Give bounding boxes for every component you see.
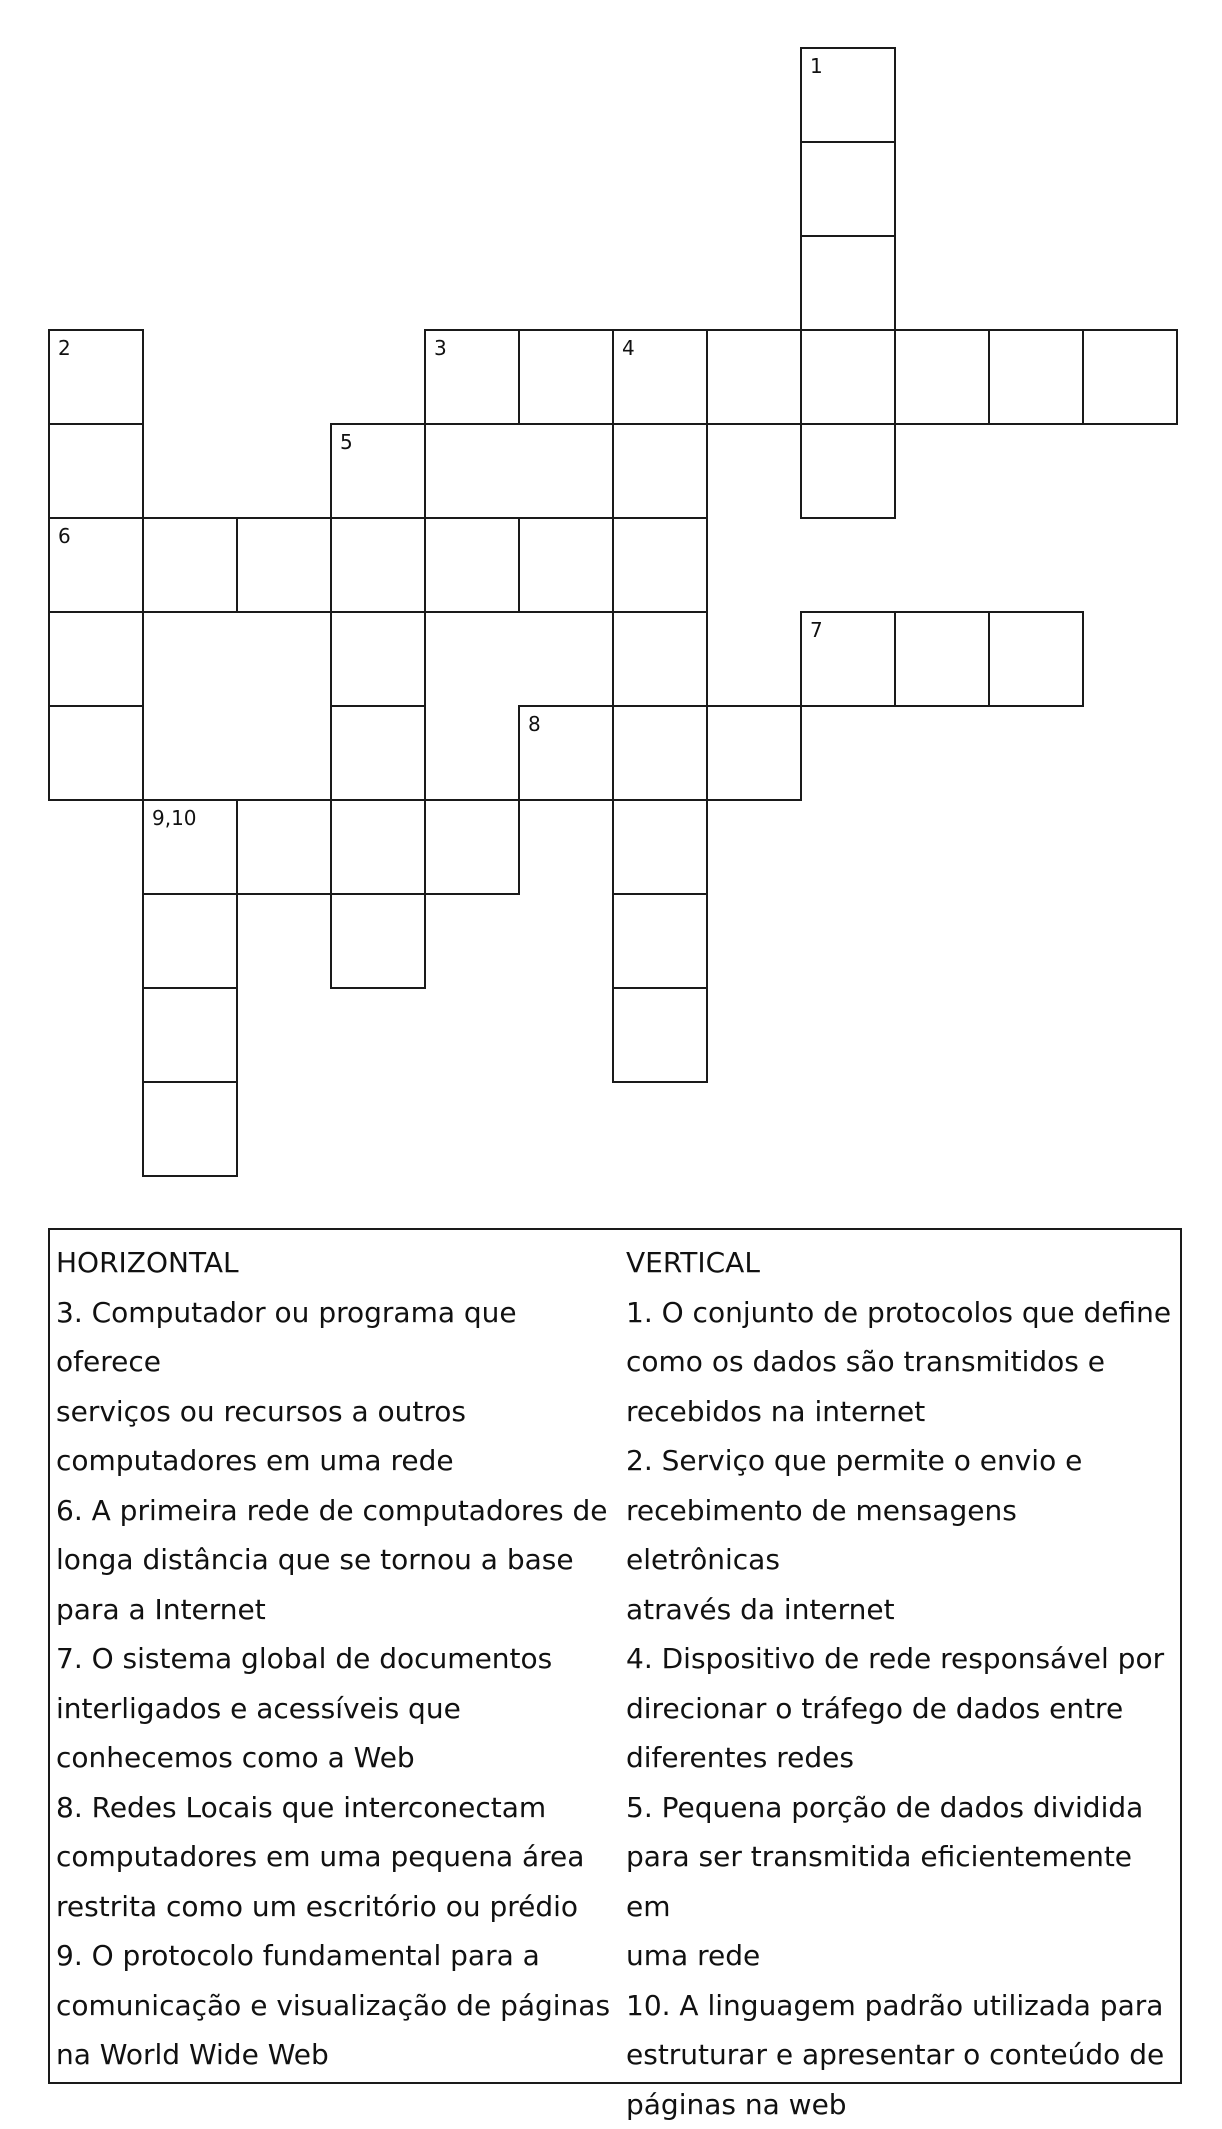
clue-number: 3 (434, 337, 447, 359)
crossword-cell[interactable] (612, 611, 708, 707)
clue-h-8-line-1: 8. Redes Locais que interconectam (56, 1783, 616, 1833)
crossword-cell[interactable] (330, 423, 426, 519)
clue-v-5-line-1: 5. Pequena porção de dados dividida (626, 1783, 1176, 1833)
crossword-cell[interactable] (48, 329, 144, 425)
clue-h-9-line-1: 9. O protocolo fundamental para a (56, 1931, 616, 1981)
crossword-cell[interactable] (894, 329, 990, 425)
crossword-cell[interactable] (424, 329, 520, 425)
crossword-cell[interactable] (894, 611, 990, 707)
crossword-cell[interactable] (424, 517, 520, 613)
crossword-cell[interactable] (800, 423, 896, 519)
crossword-cell[interactable] (518, 329, 614, 425)
crossword-cell[interactable] (612, 799, 708, 895)
crossword-cell[interactable] (612, 893, 708, 989)
crossword-cell[interactable] (612, 329, 708, 425)
crossword-cell[interactable] (612, 705, 708, 801)
clue-number: 2 (58, 337, 71, 359)
crossword-cell[interactable] (800, 329, 896, 425)
clue-h-3-line-3: computadores em uma rede (56, 1436, 616, 1486)
crossword-cell[interactable] (706, 329, 802, 425)
vertical-title: VERTICAL (626, 1238, 1176, 1288)
crossword-cell[interactable] (236, 799, 332, 895)
crossword-cell[interactable] (518, 517, 614, 613)
crossword-cell[interactable] (612, 423, 708, 519)
clue-h-8-line-3: restrita como um escritório ou prédio (56, 1882, 616, 1932)
clue-v-2-line-1: 2. Serviço que permite o envio e (626, 1436, 1176, 1486)
clue-v-1-line-2: como os dados são transmitidos e (626, 1337, 1176, 1387)
crossword-cell[interactable] (330, 705, 426, 801)
clue-h-7-line-2: interligados e acessíveis que (56, 1684, 616, 1734)
crossword-cell[interactable] (612, 517, 708, 613)
crossword-cell[interactable] (800, 235, 896, 331)
clue-number: 4 (622, 337, 635, 359)
clue-number: 9,10 (152, 807, 197, 829)
crossword-cell[interactable] (142, 1081, 238, 1177)
crossword-cell[interactable] (800, 141, 896, 237)
clues-panel (48, 1228, 1182, 2084)
horizontal-clues (56, 1238, 616, 2080)
crossword-cell[interactable] (236, 517, 332, 613)
crossword-cell[interactable] (612, 987, 708, 1083)
clue-v-2-line-2: recebimento de mensagens eletrônicas (626, 1486, 1176, 1585)
clue-h-3-line-1: 3. Computador ou programa que oferece (56, 1288, 616, 1387)
crossword-cell[interactable] (48, 611, 144, 707)
crossword-cell[interactable] (48, 517, 144, 613)
clue-v-10-line-1: 10. A linguagem padrão utilizada para (626, 1981, 1176, 2031)
clue-h-6-line-3: para a Internet (56, 1585, 616, 1635)
clue-v-5-line-3: uma rede (626, 1931, 1176, 1981)
clue-v-1-line-1: 1. O conjunto de protocolos que define (626, 1288, 1176, 1338)
clue-h-6-line-2: longa distância que se tornou a base (56, 1535, 616, 1585)
clue-v-10-line-2: estruturar e apresentar o conteúdo de (626, 2030, 1176, 2080)
crossword-cell[interactable] (424, 799, 520, 895)
clue-number: 8 (528, 713, 541, 735)
crossword-cell[interactable] (48, 705, 144, 801)
crossword-cell[interactable] (800, 611, 896, 707)
clue-h-3-line-2: serviços ou recursos a outros (56, 1387, 616, 1437)
crossword-cell[interactable] (142, 893, 238, 989)
crossword-cell[interactable] (988, 329, 1084, 425)
crossword-cell[interactable] (800, 47, 896, 143)
clue-v-4-line-1: 4. Dispositivo de rede responsável por (626, 1634, 1176, 1684)
crossword-cell[interactable] (330, 893, 426, 989)
clue-v-4-line-2: direcionar o tráfego de dados entre (626, 1684, 1176, 1734)
clue-v-5-line-2: para ser transmitida eficientemente em (626, 1832, 1176, 1931)
crossword-cell[interactable] (706, 705, 802, 801)
vertical-clues (626, 1238, 1176, 2129)
clue-number: 5 (340, 431, 353, 453)
clue-v-1-line-3: recebidos na internet (626, 1387, 1176, 1437)
crossword-cell[interactable] (48, 423, 144, 519)
clue-h-9-line-2: comunicação e visualização de páginas (56, 1981, 616, 2031)
clue-number: 6 (58, 525, 71, 547)
clue-number: 1 (810, 55, 823, 77)
crossword-cell[interactable] (142, 987, 238, 1083)
crossword-cell[interactable] (330, 611, 426, 707)
crossword-cell[interactable] (988, 611, 1084, 707)
horizontal-title: HORIZONTAL (56, 1238, 616, 1288)
crossword-cell[interactable] (330, 517, 426, 613)
crossword-cell[interactable] (330, 799, 426, 895)
crossword-cell[interactable] (142, 517, 238, 613)
clue-v-4-line-3: diferentes redes (626, 1733, 1176, 1783)
clue-v-2-line-3: através da internet (626, 1585, 1176, 1635)
clue-h-7-line-3: conhecemos como a Web (56, 1733, 616, 1783)
clue-h-6-line-1: 6. A primeira rede de computadores de (56, 1486, 616, 1536)
crossword-cell[interactable] (518, 705, 614, 801)
clue-h-8-line-2: computadores em uma pequena área (56, 1832, 616, 1882)
clue-v-10-line-3: páginas na web (626, 2080, 1176, 2129)
crossword-cell[interactable] (142, 799, 238, 895)
crossword-cell[interactable] (1082, 329, 1178, 425)
clue-h-7-line-1: 7. O sistema global de documentos (56, 1634, 616, 1684)
clue-h-9-line-3: na World Wide Web (56, 2030, 616, 2080)
clue-number: 7 (810, 619, 823, 641)
